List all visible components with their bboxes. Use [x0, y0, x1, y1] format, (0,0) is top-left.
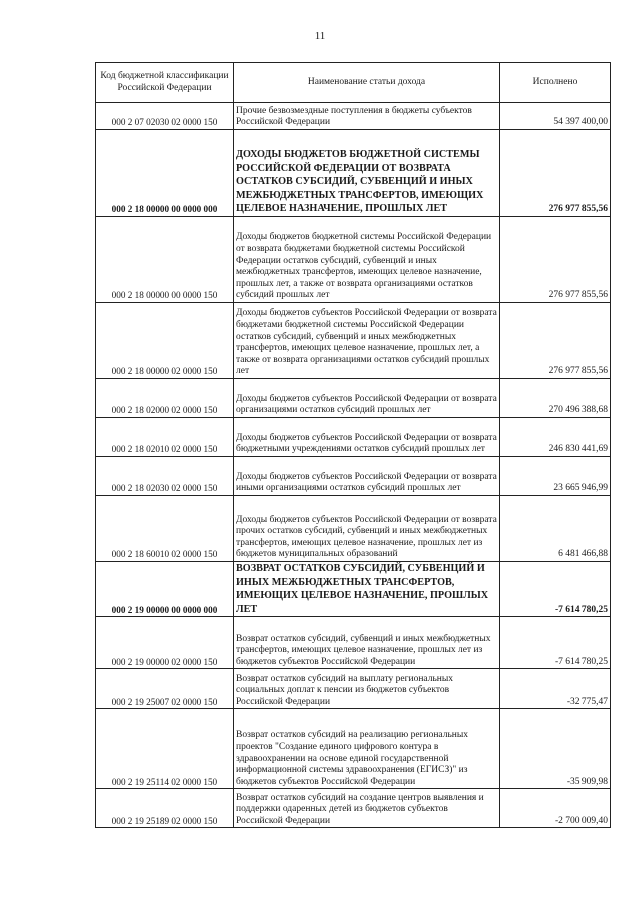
table-row — [96, 789, 611, 828]
page-number: 11 — [314, 30, 326, 42]
table-row — [96, 617, 611, 669]
table-row — [96, 217, 611, 303]
row-code: 000 2 19 25189 02 0000 150 — [96, 789, 234, 828]
row-amount: -35 909,98 — [500, 709, 611, 789]
row-amount: 246 830 441,69 — [500, 418, 611, 457]
row-code: 000 2 07 02030 02 0000 150 — [96, 103, 234, 130]
row-amount: -2 700 009,40 — [500, 789, 611, 828]
row-name: Доходы бюджетов субъектов Российской Федерации от возврата иными организациями остатков субсидий прошлых лет — [234, 457, 500, 496]
row-name: Возврат остатков субсидий на выплату региональных социальных доплат к пенсии из бюджетов субъектов Российской Федерации — [234, 669, 500, 709]
row-name: Доходы бюджетов субъектов Российской Федерации от возврата прочих остатков субсидий, субвенций и иных межбюджетных трансфертов, имеющих целевое назначение, прошлых лет из бюджетов муниципальных образований — [234, 496, 500, 562]
row-amount: -7 614 780,25 — [500, 617, 611, 669]
row-name: ДОХОДЫ БЮДЖЕТОВ БЮДЖЕТНОЙ СИСТЕМЫ РОССИЙСКОЙ ФЕДЕРАЦИИ ОТ ВОЗВРАТА ОСТАТКОВ СУБСИДИЙ, СУБВЕНЦИЙ И ИНЫХ МЕЖБЮДЖЕТНЫХ ТРАНСФЕРТОВ, ИМЕЮЩИХ ЦЕЛЕВОЕ НАЗНАЧЕНИЕ, ПРОШЛЫХ ЛЕТ — [234, 130, 500, 217]
row-amount: -32 775,47 — [500, 669, 611, 709]
row-code: 000 2 18 00000 00 0000 150 — [96, 217, 234, 303]
row-amount: 54 397 400,00 — [500, 103, 611, 130]
row-code: 000 2 18 00000 02 0000 150 — [96, 303, 234, 379]
row-amount: 276 977 855,56 — [500, 217, 611, 303]
row-name: Доходы бюджетов бюджетной системы Российской Федерации от возврата бюджетами бюджетной системы Российской Федерации остатков субсидий, субвенций и иных межбюджетных трансфертов, имеющих целевое назначение, прошлых лет, а также от возврата организациями остатков субсидий прошлых лет — [234, 217, 500, 303]
table-row — [96, 669, 611, 709]
table-row — [96, 418, 611, 457]
row-amount: 23 665 946,99 — [500, 457, 611, 496]
row-amount: 270 496 388,68 — [500, 379, 611, 418]
table-row — [96, 709, 611, 789]
row-code: 000 2 19 25007 02 0000 150 — [96, 669, 234, 709]
row-amount: 6 481 466,88 — [500, 496, 611, 562]
table-header-row — [96, 63, 611, 103]
table-row — [96, 303, 611, 379]
table-row — [96, 457, 611, 496]
row-code: 000 2 18 02030 02 0000 150 — [96, 457, 234, 496]
row-name: Возврат остатков субсидий на реализацию региональных проектов "Создание единого цифрового контура в здравоохранении на основе единой государственной информационной системы здравоохранения (ЕГИСЗ)" из бюджетов субъектов Российской Федерации — [234, 709, 500, 789]
row-name: Доходы бюджетов субъектов Российской Федерации от возврата организациями остатков субсидий прошлых лет — [234, 379, 500, 418]
table-row — [96, 562, 611, 617]
budget-income-table — [95, 62, 611, 828]
row-code: 000 2 19 00000 02 0000 150 — [96, 617, 234, 669]
header-name: Наименование статьи дохода — [234, 63, 500, 103]
table-row — [96, 379, 611, 418]
header-executed: Исполнено — [500, 63, 611, 103]
row-amount: 276 977 855,56 — [500, 130, 611, 217]
row-code: 000 2 19 00000 00 0000 000 — [96, 562, 234, 617]
table-row — [96, 496, 611, 562]
row-name: Возврат остатков субсидий, субвенций и иных межбюджетных трансфертов, имеющих целевое назначение, прошлых лет из бюджетов субъектов Российской Федерации — [234, 617, 500, 669]
row-name: ВОЗВРАТ ОСТАТКОВ СУБСИДИЙ, СУБВЕНЦИЙ И ИНЫХ МЕЖБЮДЖЕТНЫХ ТРАНСФЕРТОВ, ИМЕЮЩИХ ЦЕЛЕВОЕ НАЗНАЧЕНИЕ, ПРОШЛЫХ ЛЕТ — [234, 562, 500, 617]
table-row — [96, 130, 611, 217]
row-name: Доходы бюджетов субъектов Российской Федерации от возврата бюджетными учреждениями остатков субсидий прошлых лет — [234, 418, 500, 457]
row-code: 000 2 18 00000 00 0000 000 — [96, 130, 234, 217]
row-amount: 276 977 855,56 — [500, 303, 611, 379]
row-amount: -7 614 780,25 — [500, 562, 611, 617]
row-code: 000 2 18 02000 02 0000 150 — [96, 379, 234, 418]
row-name: Возврат остатков субсидий на создание центров выявления и поддержки одаренных детей из бюджетов субъектов Российской Федерации — [234, 789, 500, 828]
row-code: 000 2 18 60010 02 0000 150 — [96, 496, 234, 562]
row-name: Прочие безвозмездные поступления в бюджеты субъектов Российской Федерации — [234, 103, 500, 130]
row-name: Доходы бюджетов субъектов Российской Федерации от возврата бюджетами бюджетной системы Российской Федерации остатков субсидий, субвенций и иных межбюджетных трансфертов, имеющих целевое назначение, прошлых лет, а также от возврата организациями остатков субсидий прошлых лет — [234, 303, 500, 379]
row-code: 000 2 18 02010 02 0000 150 — [96, 418, 234, 457]
row-code: 000 2 19 25114 02 0000 150 — [96, 709, 234, 789]
table-row — [96, 103, 611, 130]
header-code: Код бюджетной классификации Российской Федерации — [96, 63, 234, 103]
